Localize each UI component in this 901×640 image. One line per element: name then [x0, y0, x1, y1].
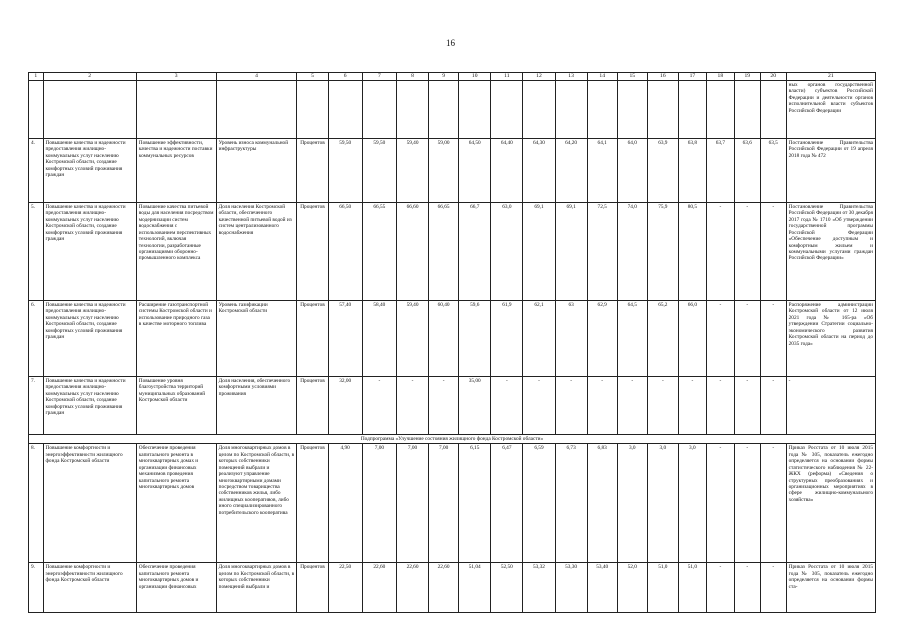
value-cell: - [396, 376, 428, 434]
value-cell: - [523, 376, 555, 434]
value-cell: 66,7 [459, 202, 491, 300]
unit-cell: Процентов [297, 376, 328, 434]
table-row [29, 202, 876, 300]
value-cell: - [734, 376, 760, 434]
indicator-cell: Доля многоквартирных домов в целом по Костромской области, в которых собственники помещений выбрали и [216, 563, 297, 613]
value-cell: 66,65 [429, 202, 459, 300]
value-cell: 6,73 [555, 444, 587, 563]
page-number: 16 [446, 38, 455, 48]
value-cell: 63,9 [647, 138, 678, 202]
col-header: 14 [587, 73, 617, 81]
col-header: 17 [678, 73, 706, 81]
col-header: 19 [734, 73, 760, 81]
value-cell: 69,1 [555, 202, 587, 300]
goal-cell: Повышение качества и надежности предоставления жилищно-коммунальных услуг населению Костромской области, создание комфортных условий проживания граждан [43, 138, 136, 202]
col-header: 6 [328, 73, 362, 81]
value-cell: - [734, 563, 760, 613]
indicator-cell: Уровень износа коммунальной инфраструктуры [216, 138, 297, 202]
col-header: 9 [429, 73, 459, 81]
value-cell: - [760, 563, 786, 613]
value-cell: 58,40 [362, 300, 396, 376]
value-cell: 22,60 [396, 563, 428, 613]
col-header: 16 [647, 73, 678, 81]
value-cell: 64,30 [523, 138, 555, 202]
col-header: 3 [136, 73, 216, 81]
row-number-cell: 5. [29, 202, 44, 300]
value-cell: - [706, 300, 734, 376]
subprogram-row [29, 434, 876, 443]
row-number-cell: 6. [29, 300, 44, 376]
value-cell: - [734, 300, 760, 376]
continuation-row [29, 80, 876, 138]
value-cell: 59,50 [362, 138, 396, 202]
value-cell: - [760, 376, 786, 434]
value-cell: - [362, 376, 396, 434]
value-cell: 63,5 [760, 138, 786, 202]
table-row [29, 376, 876, 434]
unit-cell: Процентов [297, 563, 328, 613]
value-cell: 51,0 [678, 563, 706, 613]
task-cell: Расширение газотранспортной системы Костромской области и использование природного газа в качестве моторного топлива [136, 300, 216, 376]
source-cell: Постановление Правительства Российской Федерации от 30 декабря 2017 года № 1710 «Об утверждении государственной программы Российской Федерации «Обеспечение доступным и комфортным жильем и коммунальными услугами граждан Российской Федерации» [786, 202, 875, 300]
value-cell: 69,1 [523, 202, 555, 300]
value-cell: 66,50 [328, 202, 362, 300]
subprogram-title: Подпрограмма «Улучшение состояния жилищного фонда Костромской области» [29, 434, 876, 443]
value-cell: 63,6 [734, 138, 760, 202]
value-cell: 51,04 [459, 563, 491, 613]
value-cell: 35,00 [459, 376, 491, 434]
value-cell: 32,00 [328, 376, 362, 434]
table-row [29, 138, 876, 202]
value-cell: 63,8 [678, 138, 706, 202]
value-cell: - [706, 202, 734, 300]
col-header: 5 [297, 73, 328, 81]
value-cell: - [734, 444, 760, 563]
value-cell: 6,47 [491, 444, 523, 563]
value-cell: - [429, 376, 459, 434]
value-cell: 6,83 [587, 444, 617, 563]
task-cell: Повышение уровня благоустройства территорий муниципальных образований Костромской области [136, 376, 216, 434]
source-cell: Приказ Росстата от 10 июля 2015 года № 305, показатель ежегодно определяется на основании формы ста- [786, 563, 875, 613]
value-cell: 52,50 [491, 563, 523, 613]
value-cell: 53,32 [523, 563, 555, 613]
value-cell: 75,9 [647, 202, 678, 300]
value-cell: 66,55 [362, 202, 396, 300]
row-number-cell: 8. [29, 444, 44, 563]
task-cell: Повышение качества питьевой воды для населения посредством модернизации систем водоснабжения с использованием перспективных технологий, включая технологии, разработанные организациями оборонно-промышленного комплекса [136, 202, 216, 300]
value-cell: 6,15 [459, 444, 491, 563]
source-cell: - [786, 376, 875, 434]
value-cell: 60,40 [429, 300, 459, 376]
value-cell: 62,9 [587, 300, 617, 376]
value-cell: 72,5 [587, 202, 617, 300]
value-cell: 66,0 [678, 300, 706, 376]
value-cell: 53,30 [555, 563, 587, 613]
value-cell: 59,00 [429, 138, 459, 202]
value-cell: 59,40 [396, 138, 428, 202]
value-cell: - [647, 376, 678, 434]
value-cell: 52,0 [617, 563, 647, 613]
indicator-cell: Доля населения Костромской области, обеспеченного качественной питьевой водой из систем централизованного водоснабжения [216, 202, 297, 300]
value-cell: 65,2 [647, 300, 678, 376]
col-header: 10 [459, 73, 491, 81]
value-cell: 64,5 [617, 300, 647, 376]
col-header: 8 [396, 73, 428, 81]
goal-cell: Повышение качества и надежности предоставления жилищно-коммунальных услуг населению Костромской области, создание комфортных условий проживания граждан [43, 202, 136, 300]
value-cell: 64,20 [555, 138, 587, 202]
value-cell: 74,0 [617, 202, 647, 300]
value-cell: 59,50 [328, 138, 362, 202]
value-cell: 4,90 [328, 444, 362, 563]
unit-cell: Процентов [297, 300, 328, 376]
table-row [29, 444, 876, 563]
col-header: 20 [760, 73, 786, 81]
value-cell: 7,00 [362, 444, 396, 563]
col-header: 12 [523, 73, 555, 81]
value-cell: 57,40 [328, 300, 362, 376]
value-cell: 3,0 [617, 444, 647, 563]
value-cell: 63 [555, 300, 587, 376]
col-header: 1 [29, 73, 44, 81]
indicator-cell: Доля многоквартирных домов в целом по Костромской области, в которых собственники помещений выбрали и реализуют управление многоквартирными домами посредством товарищества собственников жилья, либо жилищных кооперативов, либо иного специализированного потребительского кооператива [216, 444, 297, 563]
column-number-row [29, 73, 876, 81]
value-cell: 61,9 [491, 300, 523, 376]
goal-cell: Повышение комфортности и энергоэффективности жилищного фонда Костромской области [43, 563, 136, 613]
col-header: 21 [786, 73, 875, 81]
col-header: 18 [706, 73, 734, 81]
row-number-cell: 4. [29, 138, 44, 202]
row-number-cell: 7. [29, 376, 44, 434]
value-cell: - [760, 202, 786, 300]
value-cell: 66,60 [396, 202, 428, 300]
value-cell: 62,1 [523, 300, 555, 376]
value-cell: - [706, 444, 734, 563]
value-cell: - [617, 376, 647, 434]
value-cell: 59,6 [459, 300, 491, 376]
value-cell: 64,50 [459, 138, 491, 202]
row-number-cell: 9. [29, 563, 44, 613]
value-cell: 7,00 [429, 444, 459, 563]
col-header: 4 [216, 73, 297, 81]
unit-cell: Процентов [297, 138, 328, 202]
value-cell: - [587, 376, 617, 434]
source-cell: Распоряжение администрации Костромской области от 12 июля 2021 года № 165-ра «Об утверждении Стратегии социально-экономического развития Костромской области на период до 2035 года» [786, 300, 875, 376]
value-cell: 64,0 [617, 138, 647, 202]
unit-cell: Процентов [297, 202, 328, 300]
value-cell: - [760, 444, 786, 563]
value-cell: - [734, 202, 760, 300]
goal-cell: Повышение комфортности и энергоэффективности жилищного фонда Костромской области [43, 444, 136, 563]
value-cell: 22,50 [328, 563, 362, 613]
indicators-table [28, 72, 876, 613]
value-cell: - [678, 376, 706, 434]
value-cell: 80,5 [678, 202, 706, 300]
value-cell: 22,60 [362, 563, 396, 613]
indicator-cell: Доля населения, обеспеченного комфортными условиями проживания [216, 376, 297, 434]
col-header: 13 [555, 73, 587, 81]
table-row [29, 300, 876, 376]
col-header: 7 [362, 73, 396, 81]
value-cell: 7,00 [396, 444, 428, 563]
task-cell: Повышение эффективности, качества и надежности поставки коммунальных ресурсов [136, 138, 216, 202]
unit-cell: Процентов [297, 444, 328, 563]
goal-cell: Повышение качества и надежности предоставления жилищно-коммунальных услуг населению Костромской области, создание комфортных условий проживания граждан [43, 376, 136, 434]
value-cell: - [555, 376, 587, 434]
indicator-cell: Уровень газификации Костромской области [216, 300, 297, 376]
value-cell: 3,0 [678, 444, 706, 563]
value-cell: 6,59 [523, 444, 555, 563]
col-header: 15 [617, 73, 647, 81]
value-cell: - [760, 300, 786, 376]
task-cell: Обеспечение проведения капитального ремонта в многоквартирных домах и организации финансовых механизмов проведения капитального ремонта многоквартирных домов [136, 444, 216, 563]
value-cell: 53,40 [587, 563, 617, 613]
source-cell: Постановление Правительства Российской Федерации от 19 апреля 2018 года № 472 [786, 138, 875, 202]
source-cell: ных органов государственной власти) субъектов Российской Федерации и деятельности органов исполнительной власти субъектов Российской Федерации [786, 80, 875, 138]
value-cell: 64,40 [491, 138, 523, 202]
value-cell: 59,40 [396, 300, 428, 376]
value-cell: 3,0 [647, 444, 678, 563]
value-cell: - [706, 376, 734, 434]
col-header: 2 [43, 73, 136, 81]
value-cell: 22,60 [429, 563, 459, 613]
value-cell: 63,7 [706, 138, 734, 202]
value-cell: - [706, 563, 734, 613]
goal-cell: Повышение качества и надежности предоставления жилищно-коммунальных услуг населению Костромской области, создание комфортных условий проживания граждан [43, 300, 136, 376]
table-row [29, 563, 876, 613]
source-cell: Приказ Росстата от 10 июля 2015 года № 305, показатель ежегодно определяется на основании формы статистического наблюдения № 22-ЖКХ (реформа) «Сведения о структурных преобразованиях и организационных мероприятиях в сфере жилищно-коммунального хозяйства» [786, 444, 875, 563]
col-header: 11 [491, 73, 523, 81]
value-cell: 51,0 [647, 563, 678, 613]
value-cell: 64,1 [587, 138, 617, 202]
task-cell: Обеспечение проведения капитального ремонта многоквартирных домов и организации финансовых [136, 563, 216, 613]
value-cell: 63,0 [491, 202, 523, 300]
value-cell: - [491, 376, 523, 434]
